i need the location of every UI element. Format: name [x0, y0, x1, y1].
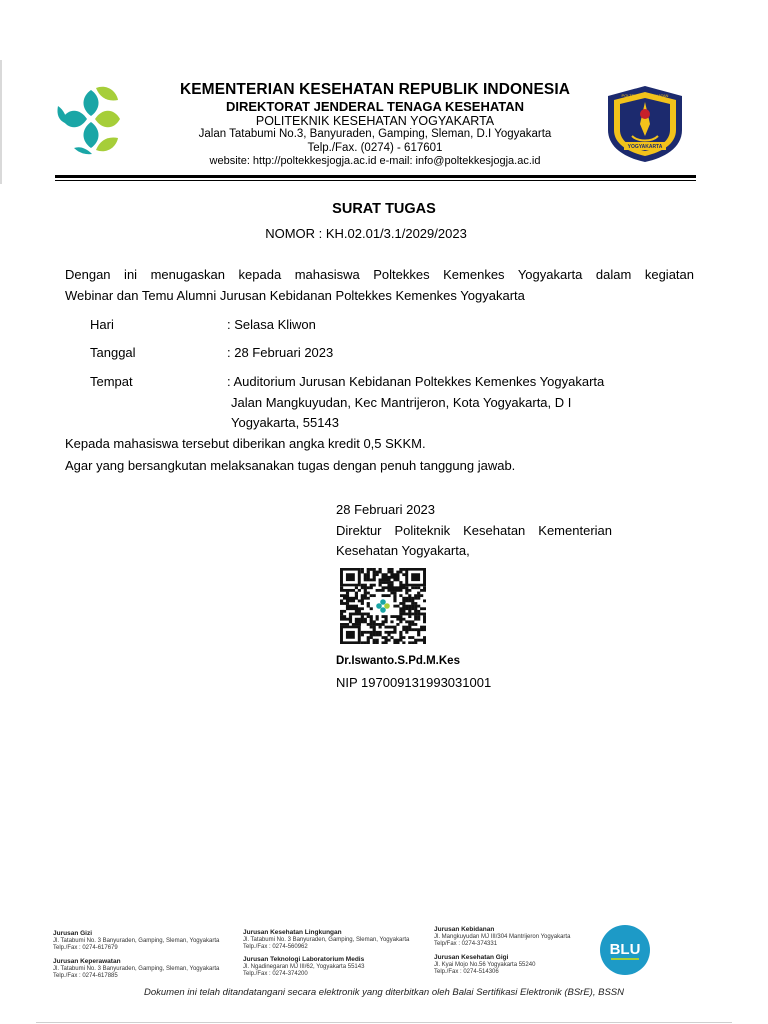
institution-phone: Telp./Fax. (0274) - 617601	[307, 142, 443, 154]
dept-address: Jl. Tatabumi No. 3 Banyuraden, Gamping, Sleman, Yogyakarta	[53, 937, 220, 944]
date-label: Tanggal	[90, 345, 136, 360]
dept-address: Jl. Tatabumi No. 3 Banyuraden, Gamping, Sleman, Yogyakarta	[53, 965, 220, 972]
dept-name: Jurusan Keperawatan	[53, 958, 121, 965]
institution-contact: website: http://poltekkesjogja.ac.id e-mail: info@poltekkesjogja.ac.id	[209, 155, 541, 167]
dept-phone: Telp./Fax : 0274-560962	[243, 944, 308, 950]
blu-logo-text: BLU	[609, 941, 641, 958]
page-edge-line	[0, 60, 2, 184]
day-label: Hari	[90, 317, 114, 332]
institution-address: Jalan Tatabumi No.3, Banyuraden, Gamping, Sleman, D.I Yogyakarta	[198, 128, 552, 140]
place-line-1: : Auditorium Jurusan Kebidanan Poltekkes Kemenkes Yogyakarta	[227, 374, 605, 389]
dept-address: Jl. Kyai Mojo No.56 Yogyakarta 55240	[434, 961, 536, 968]
intro-line-2: Webinar dan Temu Alumni Jurusan Kebidanan Poltekkes Kemenkes Yogyakarta	[65, 288, 525, 303]
place-line-3: Yogyakarta, 55143	[231, 415, 339, 430]
day-value: : Selasa Kliwon	[227, 317, 316, 332]
signer-position-line-1: Direktur Politeknik Kesehatan Kementerian	[336, 523, 612, 538]
date-value: : 28 Februari 2023	[227, 345, 334, 360]
footer-dept-gigi	[434, 954, 535, 977]
dept-name: Jurusan Kesehatan Lingkungan	[243, 929, 342, 936]
footer-dept-gizi	[53, 930, 219, 953]
closing-text: Agar yang bersangkutan melaksanakan tugas dengan penuh tanggung jawab.	[65, 458, 516, 473]
dept-phone: Telp./Fax : 0274-617679	[53, 945, 118, 951]
signer-nip: NIP 197009131993031001	[336, 675, 492, 690]
dept-name: Jurusan Gizi	[53, 930, 93, 937]
letter-title: SURAT TUGAS	[332, 201, 436, 217]
dept-address: Jl. Ngadinegaran MJ III/62, Yogyakarta 55143	[243, 963, 365, 970]
signer-position-line-2: Kesehatan Yogyakarta,	[336, 543, 470, 558]
footer-dept-keperawatan	[53, 958, 219, 981]
bottom-rule	[36, 1022, 732, 1023]
dept-phone: Telp./Fax : 0274-374200	[243, 971, 308, 977]
qr-code-icon	[340, 568, 426, 644]
ministry-heading: KEMENTERIAN KESEHATAN REPUBLIK INDONESIA	[179, 81, 571, 98]
footer-dept-tlm	[243, 956, 364, 979]
dept-address: Jl. Tatabumi No. 3 Banyuraden, Gamping, Sleman, Yogyakarta	[243, 936, 410, 943]
header-rule-thin	[55, 180, 696, 181]
place-label: Tempat	[90, 374, 133, 389]
intro-line-1: Dengan ini menugaskan kepada mahasiswa Poltekkes Kemenkes Yogyakarta dalam kegiatan	[65, 267, 694, 282]
poltekkes-seal-logo	[602, 84, 688, 164]
dept-phone: Telp./Fax : 0274-617885	[53, 973, 118, 979]
header-rule-thick	[55, 175, 696, 178]
credit-text: Kepada mahasiswa tersebut diberikan angka kredit 0,5 SKKM.	[65, 436, 426, 451]
kemenkes-logo	[50, 78, 132, 160]
dept-address: Jl. Mangkuyudan MJ III/304 Mantrijeron Yogyakarta	[434, 933, 571, 940]
institution-heading: POLITEKNIK KESEHATAN YOGYAKARTA	[255, 114, 495, 128]
seal-text-bottom: YOGYAKARTA	[627, 144, 663, 150]
place-line-2: Jalan Mangkuyudan, Kec Mantrijeron, Kota Yogyakarta, D I	[231, 395, 572, 410]
seal-text-top: POLTEKNIK KESEHATAN	[621, 93, 669, 98]
directorate-heading: DIREKTORAT JENDERAL TENAGA KESEHATAN	[225, 99, 525, 114]
dept-name: Jurusan Kesehatan Gigi	[434, 954, 509, 961]
dept-phone: Telp./Fax : 0274-514306	[434, 969, 499, 975]
dept-name: Jurusan Teknologi Laboratorium Medis	[243, 956, 365, 963]
blu-logo	[599, 924, 651, 976]
footer-dept-kesling	[243, 929, 409, 952]
signer-name: Dr.Iswanto.S.Pd.M.Kes	[336, 655, 460, 667]
signature-date: 28 Februari 2023	[336, 502, 436, 517]
footer-dept-kebidanan	[434, 926, 570, 949]
letter-number: NOMOR : KH.02.01/3.1/2029/2023	[265, 226, 467, 241]
esign-footnote: Dokumen ini telah ditandatangani secara elektronik yang diterbitkan oleh Balai Sertifikasi Elektronik (BSrE), BSSN	[144, 987, 624, 998]
dept-phone: Telp/Fax : 0274-374331	[434, 941, 498, 947]
dept-name: Jurusan Kebidanan	[434, 926, 495, 933]
